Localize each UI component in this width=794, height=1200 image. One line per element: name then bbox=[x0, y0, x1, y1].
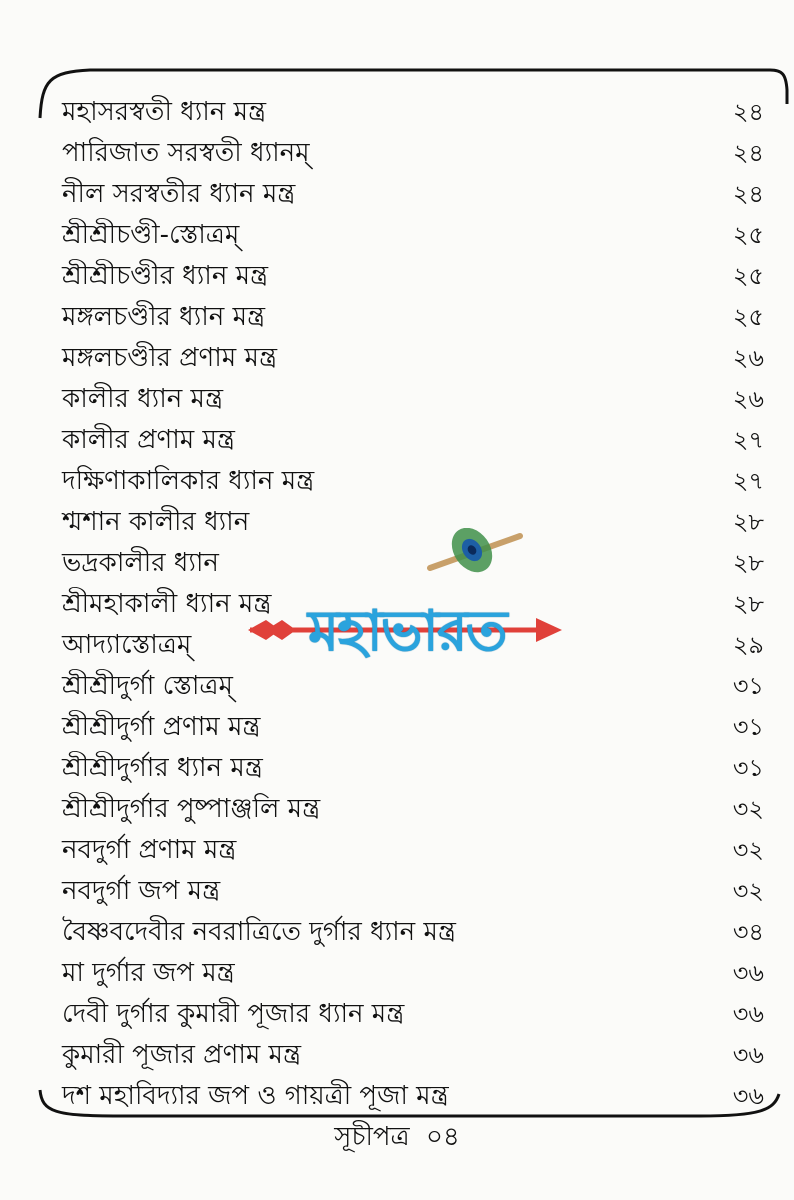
toc-entry-page: ৩২ bbox=[732, 877, 764, 905]
toc-entry-title: শ্মশান কালীর ধ্যান bbox=[62, 507, 250, 537]
toc-entry-title: আদ্যাস্তোত্রম্ bbox=[62, 630, 192, 660]
toc-entry bbox=[0, 953, 794, 994]
toc-entry bbox=[0, 92, 794, 133]
toc-entry-page: ৩৪ bbox=[732, 918, 764, 946]
toc-entry-title: পারিজাত সরস্বতী ধ্যানম্ bbox=[62, 138, 310, 168]
toc-entry-page: ২৫ bbox=[732, 303, 764, 331]
toc-entry-title: নবদুর্গা প্রণাম মন্ত্র bbox=[62, 835, 237, 865]
toc-entry-title: ভদ্রকালীর ধ্যান bbox=[62, 548, 219, 578]
toc-entry-page: ২৮ bbox=[732, 590, 764, 618]
toc-entry bbox=[0, 912, 794, 953]
toc-entry-title: মঙ্গলচণ্ডীর প্রণাম মন্ত্র bbox=[62, 343, 277, 373]
toc-entry bbox=[0, 830, 794, 871]
toc-entry-title: বৈষ্ণবদেবীর নবরাত্রিতে দুর্গার ধ্যান মন্ত্র bbox=[62, 917, 456, 947]
toc-entry bbox=[0, 871, 794, 912]
toc-entry bbox=[0, 297, 794, 338]
toc-entry-title: কুমারী পূজার প্রণাম মন্ত্র bbox=[62, 1040, 302, 1070]
toc-entry bbox=[0, 1035, 794, 1076]
toc-entry bbox=[0, 748, 794, 789]
toc-entry-title: দেবী দুর্গার কুমারী পূজার ধ্যান মন্ত্র bbox=[62, 999, 405, 1029]
toc-entry-page: ৩১ bbox=[732, 672, 764, 700]
toc-entry-page: ৩২ bbox=[732, 836, 764, 864]
toc-entry-page: ২৪ bbox=[732, 98, 764, 126]
toc-entry-title: কালীর ধ্যান মন্ত্র bbox=[62, 384, 224, 414]
toc-entry-page: ৩৬ bbox=[732, 1082, 764, 1110]
toc-entry bbox=[0, 338, 794, 379]
toc-entry bbox=[0, 461, 794, 502]
toc-entry-title: দশ মহাবিদ্যার জপ ও গায়ত্রী পূজা মন্ত্র bbox=[62, 1081, 449, 1111]
watermark-text: মহাভারত bbox=[308, 599, 506, 664]
toc-entry bbox=[0, 379, 794, 420]
toc-entry-page: ৩১ bbox=[732, 754, 764, 782]
toc-entry-title: কালীর প্রণাম মন্ত্র bbox=[62, 425, 235, 455]
toc-entry-title: শ্রীশ্রীদুর্গার ধ্যান মন্ত্র bbox=[62, 753, 263, 783]
toc-entry-page: ২৭ bbox=[732, 426, 764, 454]
watermark-logo bbox=[240, 528, 570, 678]
toc-entry-page: ২৯ bbox=[732, 631, 764, 659]
toc-entry bbox=[0, 707, 794, 748]
toc-entry-title: শ্রীশ্রীদুর্গা স্তোত্রম্ bbox=[62, 671, 233, 701]
toc-entry bbox=[0, 256, 794, 297]
toc-entry-page: ৩৬ bbox=[732, 959, 764, 987]
toc-entry-page: ২৭ bbox=[732, 467, 764, 495]
toc-entry-page: ২৬ bbox=[732, 385, 764, 413]
toc-entry-page: ২৫ bbox=[732, 262, 764, 290]
toc-entry bbox=[0, 215, 794, 256]
toc-entry bbox=[0, 994, 794, 1035]
toc-entry-page: ২৪ bbox=[732, 139, 764, 167]
toc-entry-title: মহাসরস্বতী ধ্যান মন্ত্র bbox=[62, 97, 267, 127]
page-footer bbox=[0, 1117, 794, 1157]
toc-entry-page: ৩৬ bbox=[732, 1000, 764, 1028]
toc-entry-title: শ্রীশ্রীচণ্ডীর ধ্যান মন্ত্র bbox=[62, 261, 269, 291]
toc-entry-title: শ্রীশ্রীদুর্গা প্রণাম মন্ত্র bbox=[62, 712, 261, 742]
toc-entry bbox=[0, 420, 794, 461]
footer-page-number: ০৪ bbox=[425, 1122, 460, 1152]
toc-entry-page: ২৬ bbox=[732, 344, 764, 372]
toc-entry-title: নবদুর্গা জপ মন্ত্র bbox=[62, 876, 221, 906]
toc-entry-title: দক্ষিণাকালিকার ধ্যান মন্ত্র bbox=[62, 466, 315, 496]
toc-entry bbox=[0, 1076, 794, 1117]
toc-entry bbox=[0, 133, 794, 174]
toc-entry-page: ২৮ bbox=[732, 549, 764, 577]
toc-entry-page: ২৫ bbox=[732, 221, 764, 249]
toc-entry bbox=[0, 789, 794, 830]
toc-entry bbox=[0, 174, 794, 215]
toc-entry-title: শ্রীমহাকালী ধ্যান মন্ত্র bbox=[62, 589, 272, 619]
footer-section-title: সূচীপত্র bbox=[334, 1122, 410, 1152]
toc-entry-title: মঙ্গলচণ্ডীর ধ্যান মন্ত্র bbox=[62, 302, 266, 332]
toc-entry-page: ৩১ bbox=[732, 713, 764, 741]
toc-entry-page: ৩৬ bbox=[732, 1041, 764, 1069]
toc-entry-page: ২৮ bbox=[732, 508, 764, 536]
toc-entry-title: নীল সরস্বতীর ধ্যান মন্ত্র bbox=[62, 179, 296, 209]
toc-entry-title: মা দুর্গার জপ মন্ত্র bbox=[62, 958, 235, 988]
toc-entry-title: শ্রীশ্রীদুর্গার পুষ্পাঞ্জলি মন্ত্র bbox=[62, 794, 321, 824]
toc-entry-page: ৩২ bbox=[732, 795, 764, 823]
toc-entry-page: ২৪ bbox=[732, 180, 764, 208]
toc-entry-title: শ্রীশ্রীচণ্ডী-স্তোত্রম্ bbox=[62, 220, 240, 250]
